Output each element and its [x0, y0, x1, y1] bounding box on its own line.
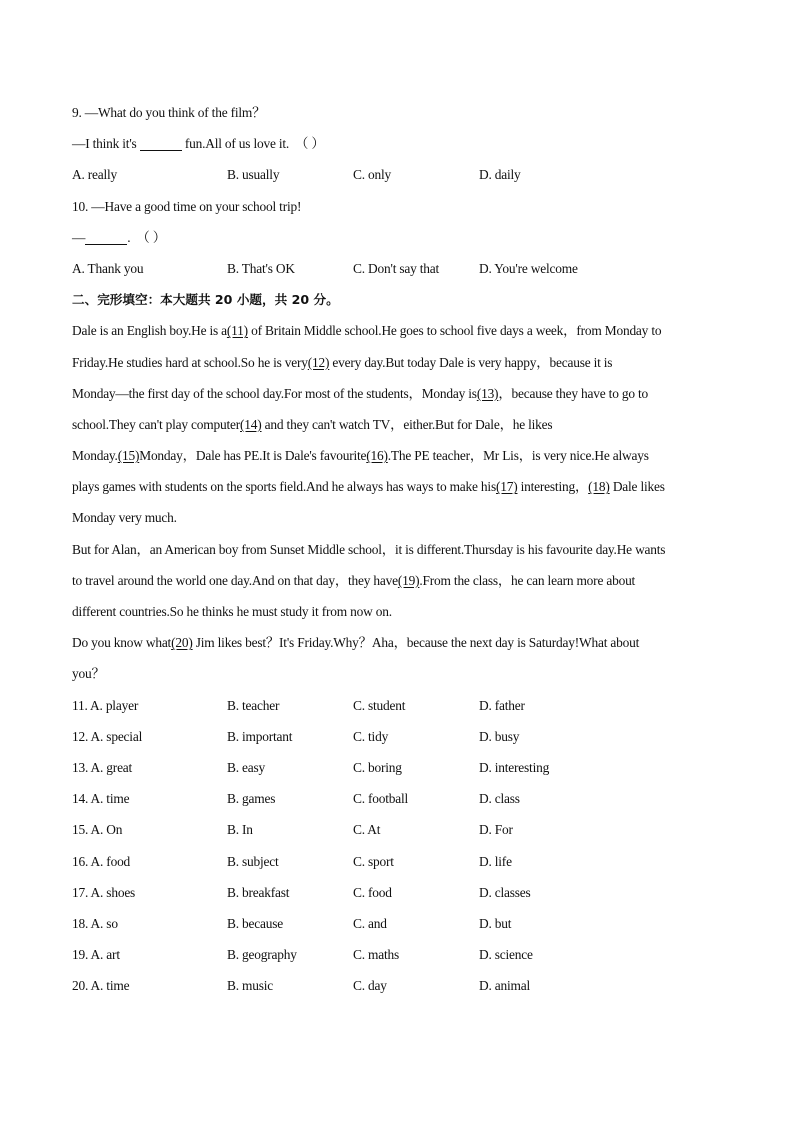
option-c: C. At [353, 822, 381, 838]
passage-text: every day.But today Dale is very happy，because it is [329, 354, 613, 370]
blank-number: (19) [397, 572, 420, 588]
section-heading: 二、完形填空：本大题共 20 小题，共 20 分。 [72, 292, 339, 308]
passage-text: different countries.So he thinks he must study it from now on. [72, 604, 392, 619]
choices-list [72, 690, 732, 1002]
passage-text: Monday，Dale has PE.It is Dale's favourite [139, 448, 367, 464]
option-c: C. food [353, 884, 392, 900]
question-10: 10. —Have a good time on your school trip! [72, 198, 302, 214]
option-d: D. class [479, 791, 520, 807]
passage-line [72, 409, 732, 440]
choice-row-11 [72, 690, 732, 721]
answer-suffix: fun.All of us love it. [181, 136, 290, 152]
passage-line [72, 347, 732, 378]
option-a: 15. A. On [72, 822, 123, 838]
passage-text: Dale is an English boy.He is a [72, 323, 227, 339]
option-b: B. easy [227, 759, 266, 775]
question-10-options [72, 253, 732, 284]
choice-row-14 [72, 783, 732, 814]
option-b: B. games [227, 791, 276, 807]
option-b: B. subject [227, 853, 279, 869]
passage-text: school.They can't play computer [72, 416, 241, 432]
question-9-options [72, 159, 732, 190]
option-a: 18. A. so [72, 915, 118, 931]
option-d: D. For [479, 822, 513, 838]
option-c: C. football [353, 791, 409, 807]
passage-text: interesting， [517, 479, 589, 495]
answer-suffix: . [127, 229, 131, 245]
document-page [72, 97, 732, 1001]
passage-text: Monday very much. [72, 510, 177, 526]
option-d: D. father [479, 697, 525, 713]
passage-line [72, 658, 732, 689]
option-b: B. In [227, 822, 253, 838]
answer-blank[interactable] [85, 230, 127, 245]
choice-row-18 [72, 908, 732, 939]
option-d: D. interesting [479, 759, 550, 775]
option-b: B. teacher [227, 697, 280, 713]
option-d: D. daily [479, 167, 521, 183]
answer-paren[interactable]: （ ） [136, 229, 166, 245]
option-a: 11. A. player [72, 697, 139, 713]
option-d: D. busy [479, 728, 520, 744]
answer-prefix: — [72, 229, 86, 245]
passage-text: of Britain Middle school.He goes to school five days a week，from Monday to [247, 323, 662, 339]
blank-number: (15) [117, 448, 140, 464]
passage-text: and they can't watch TV，either.But for Dale，he likes [261, 416, 553, 432]
option-c: C. Don't say that [353, 260, 440, 276]
passage-line [72, 440, 732, 471]
passage-text: to travel around the world one day.And on that day，they have [72, 572, 398, 588]
passage-text: Do you know what [72, 635, 172, 651]
option-d: D. animal [479, 978, 531, 994]
blank-number: (11) [226, 323, 248, 339]
option-a: 13. A. great [72, 759, 133, 775]
option-c: C. tidy [353, 728, 389, 744]
answer-paren[interactable]: （ ） [295, 136, 325, 152]
passage-line [72, 378, 732, 409]
blank-number: (13) [476, 385, 499, 401]
choice-row-15 [72, 814, 732, 845]
blank-number: (16) [366, 448, 388, 464]
question-9-answer [72, 128, 732, 159]
option-a: 14. A. time [72, 791, 130, 807]
passage-text: But for Alan，an American boy from Sunset Middle school，it is different.Thursday is his favourite day.He wants [72, 541, 666, 557]
option-a: A. Thank you [72, 260, 144, 276]
option-d: D. You're welcome [479, 260, 578, 276]
blank-number: (12) [307, 354, 330, 370]
blank-number: (14) [240, 416, 262, 432]
passage-line [72, 534, 732, 565]
passage-text: .The PE teacher，Mr Lis，is very nice.He always [387, 448, 649, 464]
question-10-answer [72, 222, 732, 253]
choice-row-16 [72, 846, 732, 877]
option-b: B. geography [227, 947, 297, 963]
option-a: 16. A. food [72, 853, 131, 869]
option-b: B. music [227, 978, 274, 994]
choice-row-13 [72, 752, 732, 783]
passage-text: ，because they have to go to [498, 385, 648, 401]
passage-text: Jim likes best？It's Friday.Why？Aha，because the next day is Saturday!What about [192, 635, 640, 651]
option-a: 17. A. shoes [72, 884, 136, 900]
choice-row-20 [72, 970, 732, 1001]
option-c: C. maths [353, 947, 400, 963]
passage-text: plays games with students on the sports field.And he always has ways to make his [72, 479, 496, 495]
option-c: C. only [353, 167, 392, 183]
option-d: D. life [479, 853, 512, 869]
passage-text: Dale likes [609, 479, 665, 495]
option-b: B. usually [227, 167, 280, 183]
option-a: 20. A. time [72, 978, 130, 994]
passage-text: Monday—the first day of the school day.For most of the students，Monday is [72, 385, 477, 401]
option-b: B. because [227, 915, 284, 931]
passage-line [72, 471, 732, 502]
option-c: C. boring [353, 759, 402, 775]
passage-line [72, 502, 732, 533]
blank-number: (17) [495, 479, 518, 495]
option-b: B. That's OK [227, 260, 295, 276]
option-a: 12. A. special [72, 728, 143, 744]
option-d: D. but [479, 915, 512, 931]
passage-text: you？ [72, 666, 105, 682]
passage-line [72, 627, 732, 658]
option-c: C. day [353, 978, 387, 994]
question-9: 9. —What do you think of the film？ [72, 105, 266, 120]
option-c: C. student [353, 697, 406, 713]
passage-line [72, 315, 732, 346]
answer-blank[interactable] [140, 136, 182, 151]
choice-row-19 [72, 939, 732, 970]
answer-prefix: —I think it's [72, 136, 140, 152]
option-b: B. important [227, 728, 293, 744]
option-c: C. and [353, 915, 387, 931]
passage-line [72, 565, 732, 596]
choice-row-12 [72, 721, 732, 752]
option-d: D. classes [479, 884, 531, 900]
choice-row-17 [72, 877, 732, 908]
passage-text: .From the class，he can learn more about [419, 572, 636, 588]
option-a: A. really [72, 167, 118, 183]
option-a: 19. A. art [72, 947, 120, 963]
blank-number: (20) [171, 635, 193, 651]
option-c: C. sport [353, 853, 394, 869]
passage-text: Monday. [72, 448, 118, 464]
passage-text: Friday.He studies hard at school.So he is very [72, 354, 308, 370]
option-b: B. breakfast [227, 884, 290, 900]
passage-line [72, 596, 732, 627]
option-d: D. science [479, 947, 533, 963]
blank-number: (18) [588, 479, 610, 495]
